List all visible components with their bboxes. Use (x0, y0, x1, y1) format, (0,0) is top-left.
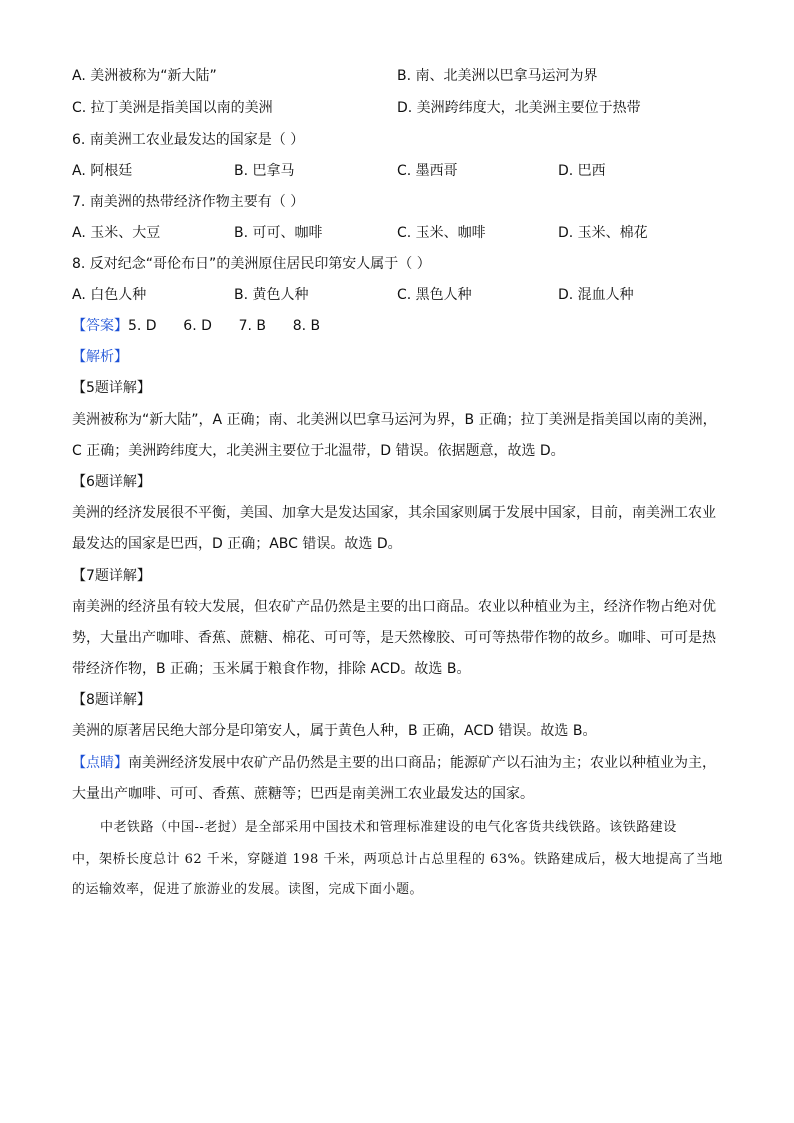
passage-line-1: 中老铁路（中国--老挝）是全部采用中国技术和管理标准建设的电气化客货共线铁路。该铁路建设 (100, 820, 677, 835)
answer-text: 5. D 6. D 7. B 8. B (128, 318, 321, 334)
detail-5-line-1: 美洲被称为“新大陆”，A 正确；南、北美洲以巴拿马运河为界，B 正确；拉丁美洲是指美国以南的美洲， (72, 412, 717, 428)
q5-option-b: B. 南、北美洲以巴拿马运河为界 (397, 68, 598, 84)
detail-6-title: 【6题详解】 (72, 474, 151, 490)
q8-option-b: B. 黄色人种 (234, 287, 309, 303)
note-line-1 (72, 753, 716, 773)
q5-option-d: D. 美洲跨纬度大，北美洲主要位于热带 (397, 100, 641, 116)
passage-line-3: 的运输效率，促进了旅游业的发展。读图，完成下面小题。 (72, 882, 424, 897)
q8-option-a: A. 白色人种 (72, 287, 147, 303)
answer-line (72, 316, 320, 336)
q7-stem: 7. 南美洲的热带经济作物主要有（ ） (72, 194, 305, 210)
q8-stem: 8. 反对纪念“哥伦布日”的美洲原住居民印第安人属于（ ） (72, 256, 431, 272)
q6-option-b: B. 巴拿马 (234, 163, 295, 179)
q8-option-c: C. 黑色人种 (397, 287, 472, 303)
note-tag: 【点睛】 (72, 755, 128, 771)
q6-stem: 6. 南美洲工农业最发达的国家是（ ） (72, 132, 305, 148)
q6-option-c: C. 墨西哥 (397, 163, 458, 179)
detail-5-line-2: C 正确；美洲跨纬度大，北美洲主要位于北温带，D 错误。依据题意，故选 D。 (72, 443, 565, 459)
detail-8-title: 【8题详解】 (72, 692, 151, 708)
passage-line-2: 中，架桥长度总计 62 千米，穿隧道 198 千米，两项总计占总里程的 63%。铁路建成后，极大地提高了当地 (72, 852, 723, 867)
detail-8-line-1: 美洲的原著居民绝大部分是印第安人，属于黄色人种，B 正确，ACD 错误。故选 B。 (72, 723, 597, 739)
answer-tag: 【答案】 (72, 318, 128, 334)
detail-6-line-1: 美洲的经济发展很不平衡，美国、加拿大是发达国家，其余国家则属于发展中国家，目前，南美洲工农业 (72, 505, 716, 521)
note-line-2: 大量出产咖啡、可可、香蕉、蔗糖等；巴西是南美洲工农业最发达的国家。 (72, 786, 534, 802)
q7-option-c: C. 玉米、咖啡 (397, 225, 486, 241)
q5-option-c: C. 拉丁美洲是指美国以南的美洲 (72, 100, 273, 116)
detail-6-line-2: 最发达的国家是巴西，D 正确；ABC 错误。故选 D。 (72, 536, 402, 552)
q7-option-a: A. 玉米、大豆 (72, 225, 161, 241)
q6-option-d: D. 巴西 (558, 163, 606, 179)
detail-5-title: 【5题详解】 (72, 380, 151, 396)
detail-7-line-2: 势，大量出产咖啡、香蕉、蔗糖、棉花、可可等，是天然橡胶、可可等热带作物的故乡。咖啡、可可是热 (72, 630, 716, 646)
q6-option-a: A. 阿根廷 (72, 163, 133, 179)
q7-option-d: D. 玉米、棉花 (558, 225, 648, 241)
detail-7-title: 【7题详解】 (72, 568, 151, 584)
analysis-tag: 【解析】 (72, 349, 128, 365)
detail-7-line-3: 带经济作物，B 正确；玉米属于粮食作物，排除 ACD。故选 B。 (72, 661, 471, 677)
q7-option-b: B. 可可、咖啡 (234, 225, 323, 241)
note-text-1: 南美洲经济发展中农矿产品仍然是主要的出口商品；能源矿产以石油为主；农业以种植业为主， (128, 755, 716, 771)
q8-option-d: D. 混血人种 (558, 287, 634, 303)
detail-7-line-1: 南美洲的经济虽有较大发展，但农矿产品仍然是主要的出口商品。农业以种植业为主，经济作物占绝对优 (72, 599, 716, 615)
q5-option-a: A. 美洲被称为“新大陆” (72, 68, 217, 84)
